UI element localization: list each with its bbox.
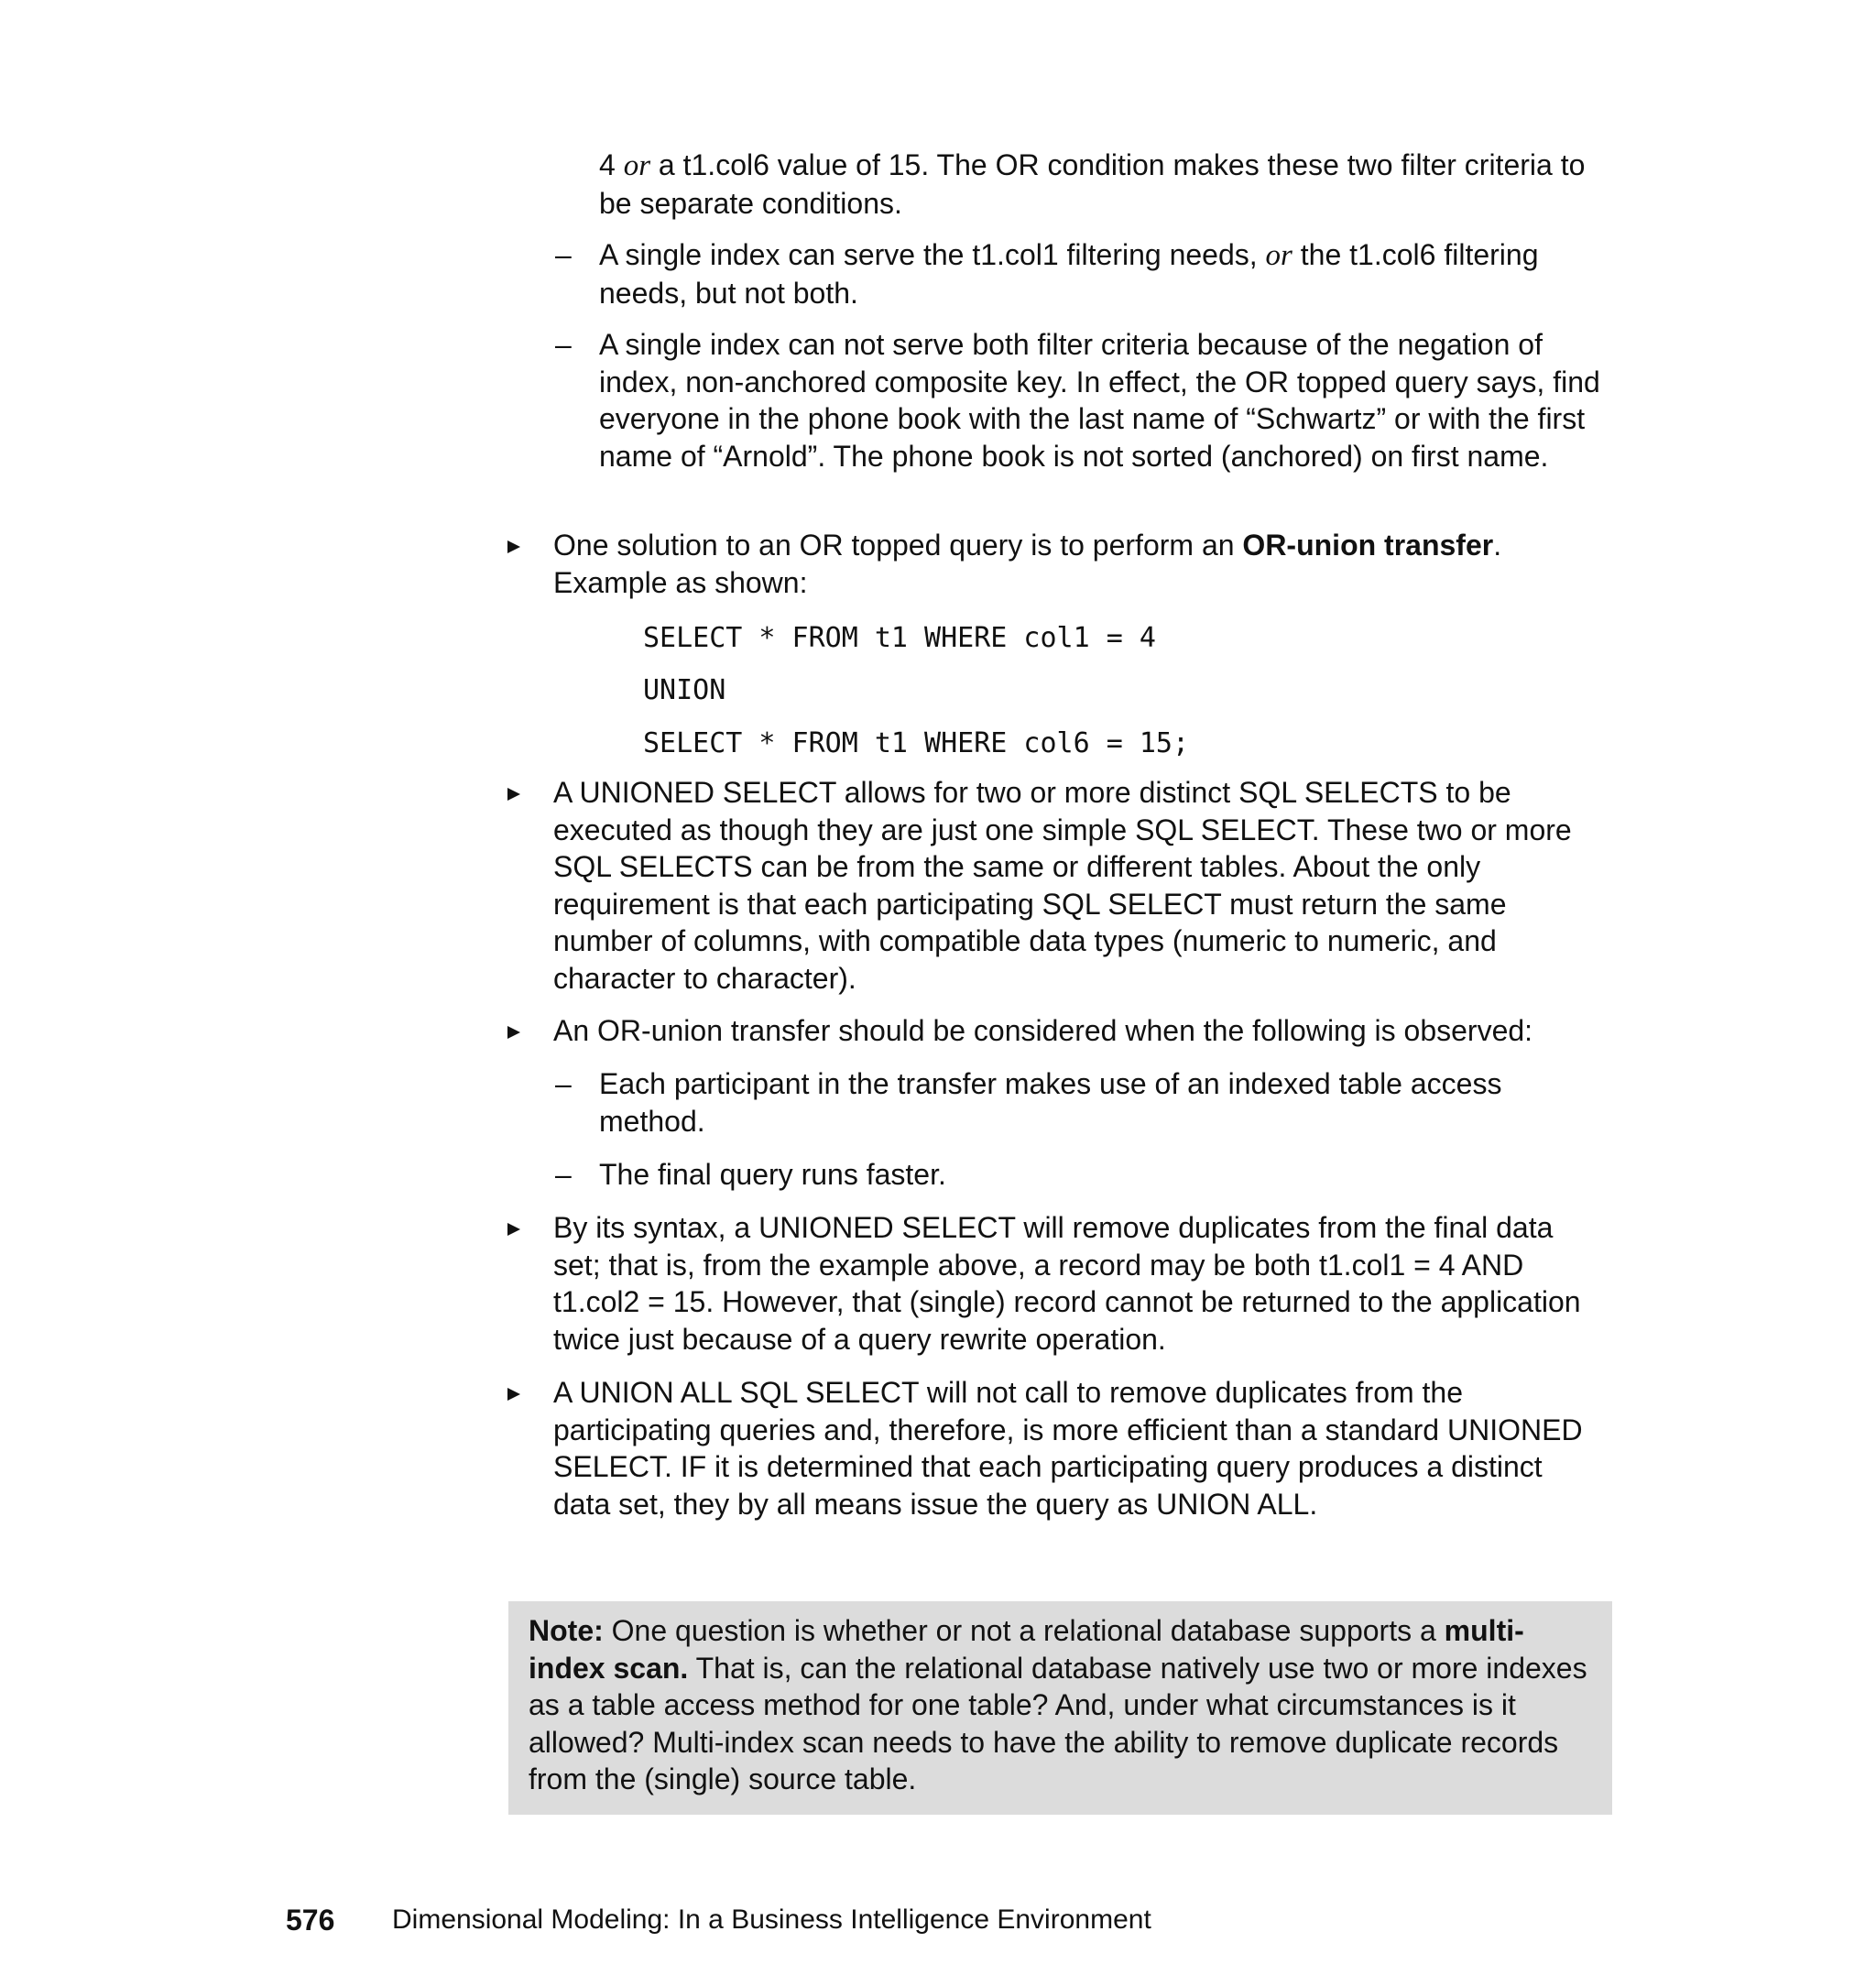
note-label: Note:	[529, 1614, 604, 1647]
page-number: 576	[286, 1904, 335, 1937]
text-run: Each participant in the transfer makes use of an indexed table access method.	[599, 1067, 1502, 1138]
note-text	[529, 1612, 1591, 1798]
bold-term: multi-index scan.	[529, 1614, 1524, 1685]
text-run: The final query runs faster.	[599, 1158, 946, 1191]
bullet-item-union-all	[553, 1374, 1607, 1522]
bullet-triangle-icon	[507, 1223, 520, 1236]
dash-item-negation	[555, 326, 1616, 475]
bullet-item-unioned-select	[553, 774, 1607, 997]
dash-marker: –	[555, 1067, 572, 1100]
bullet-item-or-union-transfer	[553, 527, 1607, 601]
dash-item-participant	[555, 1065, 1607, 1140]
text-run: A single index can not serve both filter criteria because of the negation of index, non-anchored composite key. In effect, the OR topped query says, find everyone in the phone book with the last name of “Schwartz” or with the first name of “Arnold”. The phone book is not sorted (anchored) on first name.	[599, 328, 1600, 473]
text-run: A UNIONED SELECT allows for two or more distinct SQL SELECTS to be executed as though they are just one simple SQL SELECT. These two or more SQL SELECTS can be from the same or different tables. About the only requirement is that each participating SQL SELECT must return the same number of columns, with compatible data types (numeric to numeric, and character to character).	[553, 776, 1572, 995]
continued-paragraph	[599, 147, 1607, 222]
dash-item-final-query	[555, 1156, 1607, 1194]
book-title: Dimensional Modeling: In a Business Intelligence Environment	[392, 1904, 1151, 1935]
text-run: One question is whether or not a relational database supports a	[603, 1614, 1445, 1647]
code-line: SELECT * FROM t1 WHERE col6 = 15;	[643, 727, 1190, 759]
text-run: One solution to an OR topped query is to perform an	[553, 529, 1243, 562]
text-run: By its syntax, a UNIONED SELECT will remove duplicates from the final data set; that is, from the example above, a record may be both t1.col1 = 4 AND t1.col2 = 15. However, that (single) record cannot be returned to the application twice just because of a query rewrite operation.	[553, 1211, 1581, 1356]
dash-marker: –	[555, 328, 572, 361]
text-run: the t1.col6 filtering needs, but not both.	[599, 238, 1539, 310]
dash-item-single-index	[555, 236, 1607, 311]
text-run: . Example as shown:	[553, 529, 1502, 599]
bullet-triangle-icon	[507, 1026, 520, 1039]
italic-or: or	[1265, 239, 1292, 272]
bullet-item-when-considered	[553, 1012, 1607, 1050]
bullet-item-remove-duplicates	[553, 1209, 1607, 1358]
text-run: a t1.col6 value of 15. The OR condition makes these two filter criteria to be separate conditions.	[599, 148, 1586, 220]
note-box	[508, 1601, 1612, 1815]
dash-marker: –	[555, 1158, 572, 1191]
text-run: That is, can the relational database natively use two or more indexes as a table access method for one table? And, under what circumstances is it allowed? Multi-index scan needs to have the ability to remove duplicate records from the (single) source table.	[529, 1651, 1587, 1795]
italic-or: or	[623, 149, 651, 182]
text-run: A single index can serve the t1.col1 filtering needs,	[599, 238, 1266, 271]
text-run: 4	[599, 148, 624, 181]
bullet-triangle-icon	[507, 1388, 520, 1401]
bullet-triangle-icon	[507, 540, 520, 553]
dash-marker: –	[555, 238, 572, 271]
code-line: UNION	[643, 674, 726, 706]
code-line: SELECT * FROM t1 WHERE col1 = 4	[643, 622, 1156, 654]
text-run: A UNION ALL SQL SELECT will not call to remove duplicates from the participating queries and, therefore, is more efficient than a standard UNIONED SELECT. IF it is determined that each participating query produces a distinct data set, they by all means issue the query as UNION ALL.	[553, 1376, 1583, 1521]
text-run: An OR-union transfer should be considered when the following is observed:	[553, 1014, 1533, 1047]
bullet-triangle-icon	[507, 788, 520, 801]
bold-term: OR-union transfer	[1242, 529, 1494, 562]
